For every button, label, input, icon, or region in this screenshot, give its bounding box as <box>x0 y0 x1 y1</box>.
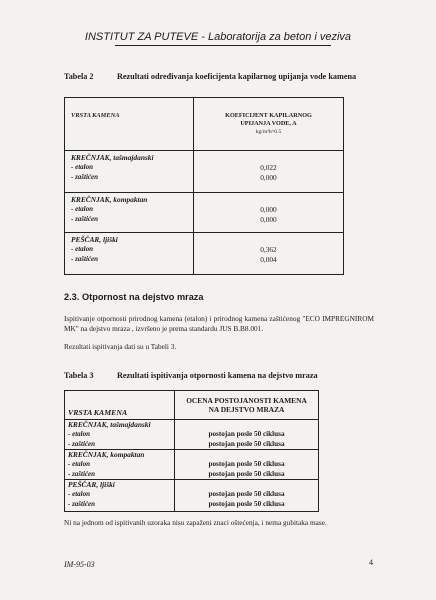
table2-row <box>65 214 344 233</box>
table3-row <box>65 459 319 469</box>
page-number: 4 <box>369 558 373 567</box>
table2-row-label: - zaštićen <box>71 255 99 263</box>
table2-row-value: 0,000 <box>260 214 277 224</box>
table2-col2-header-line: kg/m²h^0.5 <box>255 129 282 135</box>
document-code: IM-95-03 <box>64 560 95 569</box>
table2-col1-header: VRSTA KAMENA <box>65 98 194 151</box>
closing-note: Ni na jednom od ispitivanih uzoraka nisu zapaženi znaci oštećenja, i nema gubitaka mase. <box>64 518 327 527</box>
paragraph: Rezultati ispitivanja dati su u Tabeli 3. <box>64 342 177 351</box>
table2-row-value: 0,022 <box>260 162 277 172</box>
table3-row <box>65 439 319 450</box>
table2-group-name: PEŠČAR, ljiški <box>71 235 118 244</box>
table3-group-name: KREČNJAK, kompaktan <box>68 450 145 459</box>
section-number: 2.3. <box>64 292 80 302</box>
table2-row <box>65 172 344 193</box>
table3-group-name: KREČNJAK, tašmajdanski <box>68 420 151 429</box>
table2-row <box>65 244 344 254</box>
table2-row-label: - zaštićen <box>71 215 99 223</box>
table2-row-value: 0,000 <box>260 172 277 182</box>
table2-row <box>65 204 344 214</box>
table2-header-row <box>65 98 344 151</box>
table2-group-row <box>65 233 344 245</box>
table3-row-value: postojan posle 50 ciklusa <box>208 470 285 478</box>
table3-row <box>65 429 319 439</box>
table3-header-row <box>65 391 319 420</box>
table3-caption-text: Rezultati ispitivanja otpornosti kamena na dejstvo mraza <box>117 371 318 380</box>
table3-group-row <box>65 450 319 460</box>
table2-group-row <box>65 151 344 163</box>
table2-row-value: 0,000 <box>260 204 277 214</box>
table3-group-row <box>65 420 319 430</box>
table3-row-value: postojan posle 50 ciklusa <box>208 440 285 448</box>
table3-row <box>65 469 319 480</box>
table2-caption-text: Rezultati određivanja koeficijenta kapilarnog upijanja vode kamena <box>117 72 357 81</box>
table2-row-label: - etalon <box>71 205 93 213</box>
table2-number: Tabela 2 <box>64 72 94 81</box>
table3-col2-header-line: NA DEJSTVO MRAZA <box>208 405 285 414</box>
table2-caption <box>64 72 356 81</box>
table3-row-value: postojan posle 50 ciklusa <box>208 430 285 438</box>
table2-row <box>65 254 344 275</box>
table3-row-value: postojan posle 50 ciklusa <box>208 500 285 508</box>
table2 <box>64 97 344 275</box>
header-underline <box>115 45 331 46</box>
table3-row-label: - etalon <box>68 430 90 438</box>
table3-col2-header-line: OCENA POSTOJANOSTI KAMENA <box>186 396 307 405</box>
table3-group-name: PEŠČAR, ljiški <box>68 480 115 489</box>
table3-row <box>65 499 319 512</box>
paragraph: Ispitivanje otpornosti prirodnog kamena (etalon) i prirodnog kamena zaštićenog "ECO IMPREGNIROM MK" na dejstvo mraza , izvršeno je prema standardu JUS B.B8.001. <box>64 314 374 333</box>
table3-row-value: postojan posle 50 ciklusa <box>208 490 285 498</box>
table3-row-label: - zaštićen <box>68 470 96 478</box>
table3 <box>64 390 319 512</box>
table2-group-name: KREČNJAK, kompaktan <box>71 195 148 204</box>
table2-row <box>65 162 344 172</box>
table2-col2-header <box>194 98 344 151</box>
table2-row-label: - etalon <box>71 245 93 253</box>
table3-row-label: - zaštićen <box>68 440 96 448</box>
table3-caption <box>64 371 318 380</box>
table3-row-label: - etalon <box>68 460 90 468</box>
table3-number: Tabela 3 <box>64 371 94 380</box>
table2-group-row <box>65 193 344 205</box>
table2-row-value: 0,004 <box>260 254 277 264</box>
section-heading <box>64 292 204 302</box>
table2-group-name: KREČNJAK, tašmajdanski <box>71 153 154 162</box>
section-title: Otpornost na dejstvo mraza <box>82 292 204 302</box>
table2-col2-header-line: KOEFICIJENT KAPILARNOG <box>225 112 312 119</box>
table3-row <box>65 489 319 499</box>
table3-row-label: - etalon <box>68 490 90 498</box>
table3-group-row <box>65 480 319 490</box>
table3-row-value: postojan posle 50 ciklusa <box>208 460 285 468</box>
table3-row-label: - zaštićen <box>68 500 96 508</box>
table2-row-label: - etalon <box>71 163 93 171</box>
page-header: INSTITUT ZA PUTEVE - Laboratorija za beton i veziva <box>84 31 352 43</box>
table3-col2-header <box>175 391 319 420</box>
table2-row-value: 0,362 <box>260 244 277 254</box>
table2-col2-header-line: UPIJANJA VODE, A <box>240 120 297 127</box>
table2-row-label: - zaštićen <box>71 173 99 181</box>
table3-col1-header: VRSTA KAMENA <box>65 391 175 420</box>
